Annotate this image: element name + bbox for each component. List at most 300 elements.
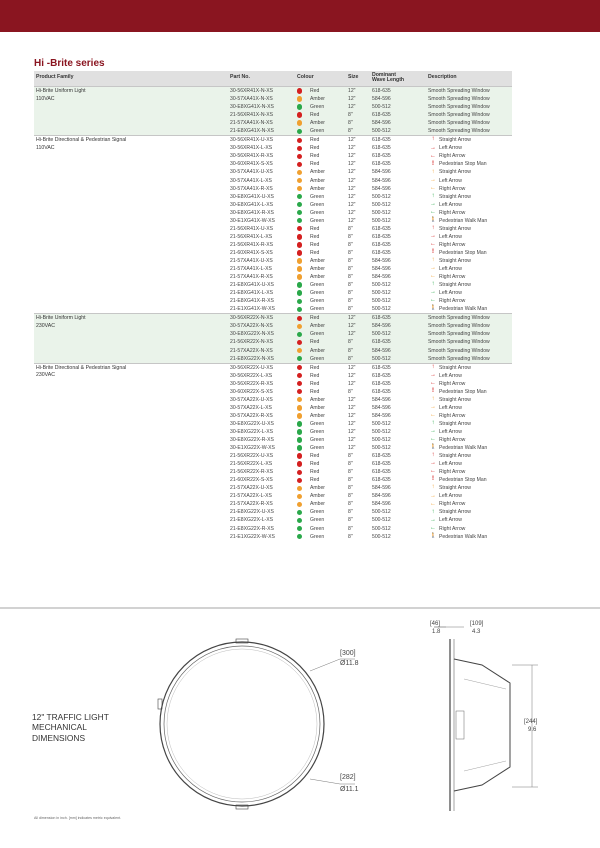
- description: Left Arrow: [439, 233, 462, 240]
- page-title: Hi -Brite series: [34, 58, 105, 69]
- colour-dot-icon: [297, 194, 302, 199]
- description: Right Arrow: [439, 412, 466, 419]
- description: Smooth Spreading Window: [428, 128, 490, 135]
- colour-dot-icon: [297, 104, 302, 109]
- wavelength: 618-635: [372, 112, 391, 119]
- size: 12": [348, 217, 356, 224]
- signal-symbol-icon: ←: [430, 208, 436, 215]
- colour-dot-icon: [297, 186, 302, 191]
- description: Pedestrian Stop Man: [439, 477, 487, 484]
- colour-dot-icon: [297, 494, 302, 499]
- table-row: [34, 412, 512, 420]
- table-body: [34, 86, 512, 541]
- colour-name: Red: [310, 249, 320, 256]
- table-row: [34, 193, 512, 201]
- colour-name: Green: [310, 298, 325, 305]
- description: Smooth Spreading Window: [428, 355, 490, 362]
- table-header: [34, 71, 512, 86]
- table-row: [34, 347, 512, 355]
- table-row: [34, 127, 512, 135]
- table-row: [34, 249, 512, 257]
- description: Right Arrow: [439, 437, 466, 444]
- description: Left Arrow: [439, 404, 462, 411]
- part-number: 21-56XR22X-U-XS: [230, 453, 274, 460]
- description: Left Arrow: [439, 428, 462, 435]
- table-row: [34, 225, 512, 233]
- part-number: 30-56XR22X-U-XS: [230, 364, 274, 371]
- table-row: [34, 217, 512, 225]
- wavelength: 500-512: [372, 217, 391, 224]
- colour-name: Amber: [310, 412, 326, 419]
- description: Smooth Spreading Window: [428, 347, 490, 354]
- description: Pedestrian Stop Man: [439, 249, 487, 256]
- caption-line: MECHANICAL: [32, 722, 87, 733]
- description: Smooth Spreading Window: [428, 339, 490, 346]
- signal-symbol-icon: →: [430, 428, 436, 435]
- mount-block: [456, 711, 464, 739]
- part-number: 30-E8XG41X-U-XS: [230, 193, 274, 200]
- description: Straight Arrow: [439, 420, 471, 427]
- wavelength: 584-596: [372, 501, 391, 508]
- description: Right Arrow: [439, 298, 466, 305]
- description: Smooth Spreading Window: [428, 315, 490, 322]
- table-row: [34, 508, 512, 516]
- description: Right Arrow: [439, 274, 466, 281]
- colour-dot-icon: [297, 258, 302, 263]
- size: 8": [348, 249, 353, 256]
- colour-dot-icon: [297, 356, 302, 361]
- outer-ring: [160, 642, 324, 806]
- wavelength: 584-596: [372, 266, 391, 273]
- wavelength: 618-635: [372, 453, 391, 460]
- part-number: 30-56XR41X-N-XS: [230, 88, 274, 94]
- side-view-drawing: [420, 619, 560, 819]
- part-number: 30-E1XG41X-W-XS: [230, 217, 275, 224]
- table-row: [34, 185, 512, 193]
- description: Straight Arrow: [439, 509, 471, 516]
- signal-symbol-icon: →: [430, 176, 436, 183]
- part-number: 30-E8XG41X-R-XS: [230, 209, 274, 216]
- table-row: [34, 136, 512, 144]
- signal-symbol-icon: 🚶: [430, 532, 437, 539]
- table-row: [34, 201, 512, 209]
- table-row: [34, 525, 512, 533]
- size: 12": [348, 185, 356, 192]
- size: 8": [348, 533, 353, 540]
- description: Left Arrow: [439, 290, 462, 297]
- signal-symbol-icon: →: [430, 371, 436, 378]
- size: 8": [348, 347, 353, 354]
- wavelength: 500-512: [372, 298, 391, 305]
- table-row: [34, 103, 512, 111]
- wavelength: 618-635: [372, 388, 391, 395]
- colour-dot-icon: [297, 445, 302, 450]
- colour-dot-icon: [297, 307, 302, 312]
- signal-symbol-icon: ←: [430, 184, 436, 191]
- part-number: 30-56XR41X-L-XS: [230, 145, 273, 152]
- part-number: 30-E1XG22X-W-XS: [230, 445, 275, 452]
- part-number: 30-56XR22X-N-XS: [230, 315, 274, 322]
- product-table: [34, 71, 512, 541]
- colour-name: Red: [310, 453, 320, 460]
- table-row: [34, 468, 512, 476]
- wavelength: 500-512: [372, 201, 391, 208]
- size: 12": [348, 396, 356, 403]
- table-row: [34, 484, 512, 492]
- colour-name: Red: [310, 364, 320, 371]
- table-row: [34, 209, 512, 217]
- caption-line: DIMENSIONS: [32, 732, 86, 743]
- header-part: Part No.: [230, 74, 250, 80]
- signal-symbol-icon: 🚶: [430, 305, 437, 312]
- signal-symbol-icon: ↑: [431, 224, 435, 231]
- description: Straight Arrow: [439, 396, 471, 403]
- description: Smooth Spreading Window: [428, 104, 490, 111]
- wavelength: 618-635: [372, 161, 391, 168]
- colour-name: Green: [310, 217, 325, 224]
- size: 8": [348, 241, 353, 248]
- size: 8": [348, 525, 353, 532]
- wavelength: 500-512: [372, 282, 391, 289]
- colour-name: Amber: [310, 396, 326, 403]
- size: 12": [348, 380, 356, 387]
- colour-dot-icon: [297, 510, 302, 515]
- colour-dot-icon: [297, 88, 302, 93]
- colour-name: Green: [310, 517, 325, 524]
- part-number: 21-E8XG22X-N-XS: [230, 355, 274, 362]
- size: 8": [348, 339, 353, 346]
- colour-dot-icon: [297, 202, 302, 207]
- table-row: [34, 330, 512, 338]
- wavelength: 584-596: [372, 404, 391, 411]
- part-number: 21-E8XG22X-U-XS: [230, 509, 274, 516]
- flange-in-label: 1.8: [432, 629, 441, 635]
- table-row: [34, 460, 512, 468]
- signal-symbol-icon: ←: [430, 241, 436, 248]
- size: 12": [348, 145, 356, 152]
- table-row: [34, 273, 512, 281]
- size: 12": [348, 209, 356, 216]
- header-bar: [0, 0, 600, 32]
- description: Straight Arrow: [439, 225, 471, 232]
- size: 8": [348, 469, 353, 476]
- colour-dot-icon: [297, 282, 302, 287]
- colour-dot-icon: [297, 138, 302, 143]
- signal-symbol-icon: ↑: [431, 452, 435, 459]
- colour-name: Amber: [310, 120, 326, 127]
- description: Left Arrow: [439, 201, 462, 208]
- signal-symbol-icon: ↑: [431, 136, 435, 143]
- table-row: [34, 152, 512, 160]
- product-group: [34, 363, 512, 541]
- colour-dot-icon: [297, 502, 302, 507]
- table-row: [34, 87, 512, 95]
- height-mm-label: [244]: [524, 719, 538, 725]
- part-number: 30-57XA22X-U-XS: [230, 396, 273, 403]
- description: Right Arrow: [439, 501, 466, 508]
- signal-symbol-icon: ↑: [431, 420, 435, 427]
- size: 12": [348, 177, 356, 184]
- table-row: [34, 257, 512, 265]
- housing-line: [464, 679, 506, 689]
- colour-dot-icon: [297, 486, 302, 491]
- wavelength: 500-512: [372, 509, 391, 516]
- colour-dot-icon: [297, 226, 302, 231]
- size: 12": [348, 96, 356, 103]
- description: Straight Arrow: [439, 282, 471, 289]
- colour-dot-icon: [297, 210, 302, 215]
- part-number: 21-57XA22X-U-XS: [230, 485, 273, 492]
- wavelength: 618-635: [372, 137, 391, 144]
- table-row: [34, 428, 512, 436]
- size: 8": [348, 485, 353, 492]
- front-view-drawing: [150, 629, 410, 819]
- size: 8": [348, 388, 353, 395]
- colour-dot-icon: [297, 461, 302, 466]
- description: Pedestrian Walk Man: [439, 306, 488, 313]
- table-row: [34, 297, 512, 305]
- lens-ring: [167, 649, 317, 799]
- size: 12": [348, 428, 356, 435]
- wavelength: 618-635: [372, 477, 391, 484]
- colour-name: Amber: [310, 96, 326, 103]
- part-number: 30-E8XG22X-N-XS: [230, 331, 274, 338]
- part-number: 21-56XR41X-R-XS: [230, 241, 274, 248]
- part-number: 21-E8XG22X-L-XS: [230, 517, 274, 524]
- wavelength: 618-635: [372, 153, 391, 160]
- part-number: 21-56XR22X-L-XS: [230, 461, 273, 468]
- colour-dot-icon: [297, 421, 302, 426]
- colour-name: Green: [310, 128, 325, 135]
- size: 12": [348, 161, 356, 168]
- colour-dot-icon: [297, 389, 302, 394]
- table-row: [34, 500, 512, 508]
- wavelength: 584-596: [372, 274, 391, 281]
- table-row: [34, 338, 512, 346]
- colour-dot-icon: [297, 266, 302, 271]
- size: 12": [348, 445, 356, 452]
- colour-name: Red: [310, 112, 320, 119]
- wavelength: 584-596: [372, 169, 391, 176]
- description: Smooth Spreading Window: [428, 331, 490, 338]
- signal-symbol-icon: ←: [430, 412, 436, 419]
- product-family-line: Hi-Brite Directional & Pedestrian Signal: [36, 364, 127, 371]
- colour-dot-icon: [297, 242, 302, 247]
- wavelength: 618-635: [372, 339, 391, 346]
- size: 8": [348, 517, 353, 524]
- size: 8": [348, 112, 353, 119]
- description: Left Arrow: [439, 145, 462, 152]
- signal-symbol-icon: ↑: [431, 168, 435, 175]
- colour-dot-icon: [297, 112, 302, 117]
- part-number: 30-57XA22X-N-XS: [230, 323, 273, 330]
- part-number: 21-E1XG41X-W-XS: [230, 306, 275, 313]
- inner-mm-label: [282]: [340, 774, 356, 781]
- colour-name: Green: [310, 420, 325, 427]
- wavelength: 500-512: [372, 209, 391, 216]
- colour-dot-icon: [297, 178, 302, 183]
- colour-name: Green: [310, 331, 325, 338]
- colour-name: Amber: [310, 485, 326, 492]
- signal-symbol-icon: →: [430, 144, 436, 151]
- wavelength: 584-596: [372, 96, 391, 103]
- table-row: [34, 119, 512, 127]
- colour-name: Green: [310, 355, 325, 362]
- signal-symbol-icon: →: [430, 404, 436, 411]
- wavelength: 584-596: [372, 185, 391, 192]
- description: Smooth Spreading Window: [428, 323, 490, 330]
- size: 8": [348, 501, 353, 508]
- part-number: 21-E8XG41X-N-XS: [230, 128, 274, 135]
- part-number: 21-57XA22X-L-XS: [230, 493, 272, 500]
- colour-name: Green: [310, 209, 325, 216]
- signal-symbol-icon: ↑: [431, 257, 435, 264]
- wavelength: 584-596: [372, 396, 391, 403]
- colour-dot-icon: [297, 146, 302, 151]
- colour-name: Green: [310, 525, 325, 532]
- part-number: 21-56XR22X-N-XS: [230, 339, 274, 346]
- colour-name: Amber: [310, 169, 326, 176]
- signal-symbol-icon: ↑: [431, 395, 435, 402]
- signal-symbol-icon: ↑: [431, 484, 435, 491]
- part-number: 30-57XA41X-U-XS: [230, 169, 273, 176]
- product-family-line: Hi-Brite Uniform Light: [36, 315, 86, 322]
- part-number: 21-E8XG41X-R-XS: [230, 298, 274, 305]
- description: Pedestrian Walk Man: [439, 217, 488, 224]
- colour-name: Red: [310, 233, 320, 240]
- product-family-line: Hi-Brite Directional & Pedestrian Signal: [36, 137, 127, 144]
- wavelength: 500-512: [372, 128, 391, 135]
- colour-name: Amber: [310, 274, 326, 281]
- colour-dot-icon: [297, 340, 302, 345]
- description: Smooth Spreading Window: [428, 112, 490, 119]
- wavelength: 618-635: [372, 233, 391, 240]
- part-number: 30-E8XG22X-L-XS: [230, 428, 274, 435]
- colour-name: Green: [310, 193, 325, 200]
- housing-line: [464, 761, 506, 771]
- height-in-label: 9.6: [528, 727, 537, 733]
- colour-dot-icon: [297, 332, 302, 337]
- wavelength: 500-512: [372, 525, 391, 532]
- description: Right Arrow: [439, 153, 466, 160]
- description: Smooth Spreading Window: [428, 120, 490, 127]
- size: 12": [348, 323, 356, 330]
- header-family: Product Family: [36, 74, 74, 80]
- wavelength: 618-635: [372, 315, 391, 322]
- colour-dot-icon: [297, 234, 302, 239]
- colour-dot-icon: [297, 316, 302, 321]
- colour-dot-icon: [297, 96, 302, 101]
- table-row: [34, 452, 512, 460]
- table-row: [34, 396, 512, 404]
- wavelength: 618-635: [372, 241, 391, 248]
- colour-name: Red: [310, 145, 320, 152]
- colour-dot-icon: [297, 518, 302, 523]
- table-row: [34, 420, 512, 428]
- inner-leader: [310, 779, 340, 784]
- colour-name: Amber: [310, 347, 326, 354]
- wavelength: 584-596: [372, 493, 391, 500]
- colour-dot-icon: [297, 324, 302, 329]
- product-family-line: 230VAC: [36, 322, 55, 329]
- description: Left Arrow: [439, 266, 462, 273]
- header-size: Size: [348, 74, 359, 80]
- table-row: [34, 265, 512, 273]
- signal-symbol-icon: ↑: [431, 281, 435, 288]
- colour-name: Amber: [310, 323, 326, 330]
- colour-dot-icon: [297, 250, 302, 255]
- wavelength: 618-635: [372, 372, 391, 379]
- table-row: [34, 95, 512, 103]
- table-row: [34, 436, 512, 444]
- signal-symbol-icon: →: [430, 200, 436, 207]
- wavelength: 618-635: [372, 380, 391, 387]
- depth-mm-label: [109]: [470, 621, 484, 627]
- size: 12": [348, 104, 356, 111]
- part-number: 30-E8XG22X-U-XS: [230, 420, 274, 427]
- table-row: [34, 281, 512, 289]
- colour-dot-icon: [297, 437, 302, 442]
- table-row: [34, 533, 512, 541]
- colour-name: Red: [310, 241, 320, 248]
- header-wave-line1: Dominant: [372, 71, 396, 78]
- part-number: 30-57XA41X-L-XS: [230, 177, 272, 184]
- description: Straight Arrow: [439, 257, 471, 264]
- part-number: 21-E1XG22X-W-XS: [230, 533, 275, 540]
- size: 8": [348, 493, 353, 500]
- size: 8": [348, 290, 353, 297]
- colour-name: Green: [310, 290, 325, 297]
- signal-symbol-icon: ←: [430, 500, 436, 507]
- table-row: [34, 241, 512, 249]
- wavelength: 500-512: [372, 420, 391, 427]
- outer-leader: [310, 659, 340, 671]
- wavelength: 584-596: [372, 485, 391, 492]
- part-number: 30-E8XG41X-L-XS: [230, 201, 274, 208]
- colour-name: Green: [310, 445, 325, 452]
- table-row: [34, 233, 512, 241]
- colour-name: Red: [310, 469, 320, 476]
- wavelength: 500-512: [372, 517, 391, 524]
- wavelength: 584-596: [372, 412, 391, 419]
- colour-name: Red: [310, 153, 320, 160]
- wavelength: 584-596: [372, 257, 391, 264]
- size: 8": [348, 355, 353, 362]
- dimensions-caption: [32, 712, 109, 743]
- description: Right Arrow: [439, 241, 466, 248]
- colour-name: Red: [310, 88, 320, 94]
- colour-name: Amber: [310, 177, 326, 184]
- part-number: 21-57XA41X-U-XS: [230, 257, 273, 264]
- part-number: 30-56XR41X-U-XS: [230, 137, 274, 144]
- header-colour: Colour: [297, 74, 314, 80]
- signal-symbol-icon: →: [430, 492, 436, 499]
- colour-name: Amber: [310, 493, 326, 500]
- colour-name: Amber: [310, 185, 326, 192]
- table-row: [34, 388, 512, 396]
- signal-symbol-icon: →: [430, 233, 436, 240]
- size: 8": [348, 128, 353, 135]
- part-number: 30-57XA22X-L-XS: [230, 404, 272, 411]
- colour-dot-icon: [297, 470, 302, 475]
- colour-dot-icon: [297, 413, 302, 418]
- size: 12": [348, 169, 356, 176]
- description: Straight Arrow: [439, 169, 471, 176]
- description: Straight Arrow: [439, 137, 471, 144]
- housing-profile: [454, 659, 510, 791]
- table-row: [34, 111, 512, 119]
- table-row: [34, 444, 512, 452]
